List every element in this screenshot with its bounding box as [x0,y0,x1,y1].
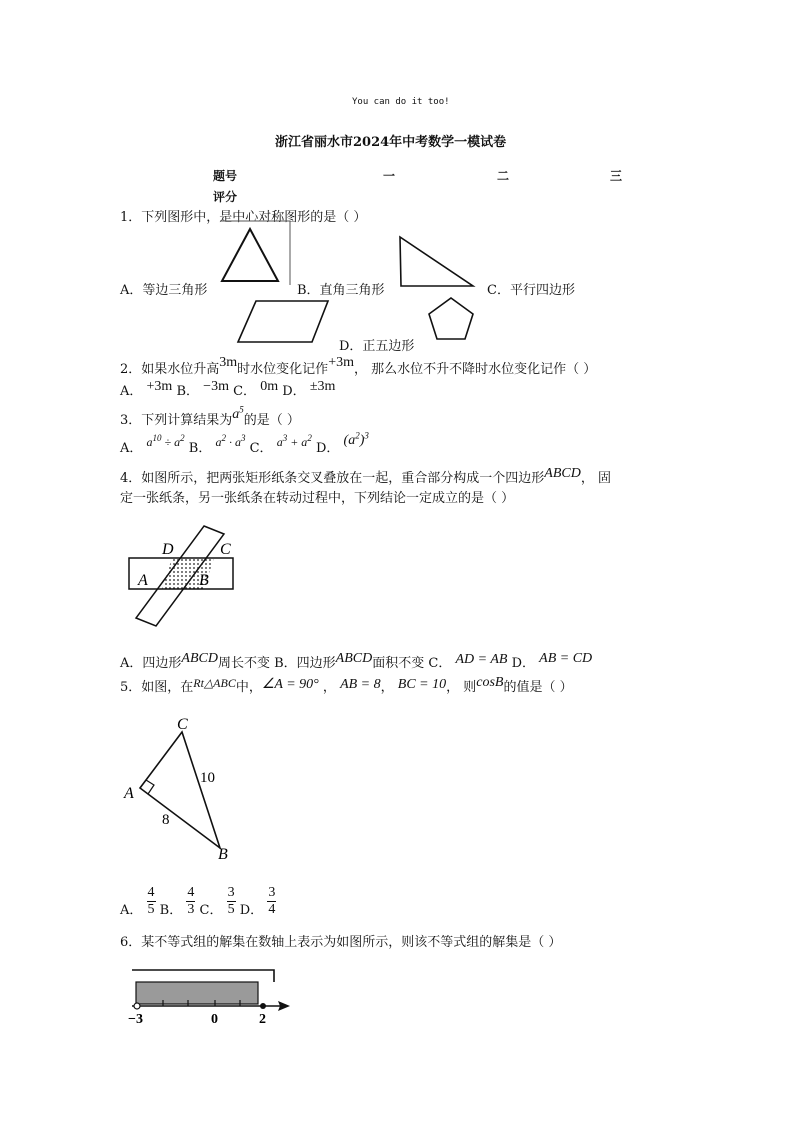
q4-crossed-strips-figure [120,522,240,630]
q3-choice-b-label[interactable]: B． [188,441,212,456]
q2-choice-a-label[interactable]: A． [120,384,143,399]
q2-choices [120,380,335,400]
q4-choices [120,652,592,672]
q4-choice-a-var: ABCD [181,651,218,666]
q6-tick-0: 0 [211,1012,218,1026]
q4-stem-line2: 定一张纸条，另一张纸条在转动过程中，下列结论一定成立的是（ ） [120,491,515,506]
q2-choice-d[interactable]: ±3m [309,379,336,394]
tagline: You can do it too! [352,97,450,107]
q1-stem: 1．下列图形中，是中心对称图形的是（ ） [120,210,367,225]
q5-ab: AB = 8 [340,677,381,692]
q2-choice-c-label[interactable]: C． [233,384,257,399]
q5-text-2: 中， [235,680,262,695]
q2-text-2: 时水位变化记作 [237,362,329,377]
q5-stem [120,676,573,696]
q4-label-b: B [199,572,209,589]
q4-choice-d[interactable]: AB = CD [539,651,593,666]
q4-choice-b-text-2[interactable]: 面积不变 [372,656,425,671]
q2-choice-a[interactable]: +3m [146,379,173,394]
q4-text-1: 4．如图所示，把两张矩形纸条交叉叠放在一起，重合部分构成一个四边形 [120,471,545,486]
q5-bc: BC = 10 [397,677,447,692]
q5-label-c: C [177,716,188,733]
q3-choice-d[interactable]: $(a^2)^3$ [343,430,369,448]
q4-choice-a-text-2[interactable]: 周长不变 [217,656,270,671]
q2-value-1: 3m [219,355,238,370]
q5-choice-b[interactable]: $\frac{4}{3}$ [187,885,195,917]
q5-label-8: 8 [162,812,170,828]
q4-choice-b-text-1[interactable]: B．四边形 [274,656,336,671]
q5-cos: cosB [476,675,504,690]
q5-choice-c[interactable]: $\frac{3}{5}$ [227,885,235,917]
q1-choice-b[interactable]: B．直角三角形 [297,283,385,298]
q3-stem [120,404,300,429]
q5-label-b: B [218,846,228,863]
q3-choice-a-label[interactable]: A． [120,441,143,456]
q4-text-2: ， 固 [580,471,611,486]
q5-choices [120,885,276,918]
q4-choice-c[interactable]: AD = AB [455,652,508,667]
q5-choice-c-label[interactable]: C． [199,903,223,918]
q3-choice-c-label[interactable]: C． [249,441,273,456]
q4-label-a: A [138,572,148,589]
q5-sep-2: ， [380,680,394,695]
q5-angle: ∠A = 90° [261,677,319,692]
q1-right-triangle-figure [395,234,477,290]
q6-number-line-figure [122,962,298,1026]
score-table-row1-label: 题号 [213,169,238,183]
q2-stem [120,355,597,378]
q3-choice-a[interactable]: $a^{10} \div a^2$ [146,433,185,449]
q5-choice-d[interactable]: $\frac{3}{4}$ [268,885,276,917]
q3-choice-c[interactable]: $a^3 + a^2$ [276,433,312,449]
score-table-col-1: 一 [383,169,396,183]
q5-choice-d-label[interactable]: D． [239,903,264,918]
q5-label-10: 10 [200,770,215,786]
q5-choice-a[interactable]: $\frac{4}{5}$ [147,885,155,917]
q4-label-c: C [220,541,231,558]
q5-choice-b-label[interactable]: B． [159,903,183,918]
q2-choice-b[interactable]: −3m [203,379,229,394]
q4-choice-b-var: ABCD [335,651,373,666]
q4-choice-d-label[interactable]: D． [511,656,536,671]
q3-text-1: 3．下列计算结果为 [120,413,233,428]
q4-stem-line1 [120,467,611,487]
q6-tick-neg3: −3 [128,1012,143,1026]
q5-choice-a-label[interactable]: A． [120,903,143,918]
q5-text-3: ， 则 [446,680,477,695]
q2-text-3: ， 那么水位不升不降时水位变化记作（ ） [353,362,597,377]
q3-choice-d-label[interactable]: D． [315,441,340,456]
q3-choice-b[interactable]: $a^2 \cdot a^3$ [215,433,246,449]
q1-choice-d[interactable]: D．正五边形 [339,339,415,354]
q2-choice-c[interactable]: 0m [260,379,279,394]
q4-label-d: D [162,541,174,558]
q2-choice-d-label[interactable]: D． [282,384,306,399]
q5-text-4: 的值是（ ） [503,680,573,695]
q2-text-1: 2．如果水位升高 [120,362,220,377]
q1-parallelogram-figure [234,298,332,346]
score-table-col-2: 二 [497,169,510,183]
q4-var: ABCD [544,466,581,481]
q1-equilateral-triangle-figure [216,219,294,287]
q4-choice-a-text-1[interactable]: A．四边形 [120,656,182,671]
q1-choice-a[interactable]: A．等边三角形 [120,283,208,298]
q3-target-expr: $a^5$ [232,404,244,422]
q2-choice-b-label[interactable]: B． [176,384,200,399]
page-title: 浙江省丽水市2024年中考数学一模试卷 [275,135,507,150]
q5-right-triangle-figure [120,712,240,864]
score-table-col-3: 三 [610,169,623,183]
q4-choice-c-label[interactable]: C． [428,656,452,671]
q5-rt-triangle: Rt△ABC [193,676,236,690]
q2-value-2: +3m [328,355,354,370]
q3-text-2: 的是（ ） [243,413,300,428]
q1-choice-c[interactable]: C．平行四边形 [487,283,575,298]
score-table-row2-label: 评分 [213,190,238,204]
q5-sep-1: ， [322,680,336,695]
q6-stem: 6．某不等式组的解集在数轴上表示为如图所示，则该不等式组的解集是（ ） [120,935,562,950]
q6-tick-2: 2 [259,1012,266,1026]
q5-text-1: 5．如图，在 [120,680,194,695]
q5-label-a: A [124,785,134,802]
q1-regular-pentagon-figure [425,295,477,343]
q3-choices [120,430,369,457]
